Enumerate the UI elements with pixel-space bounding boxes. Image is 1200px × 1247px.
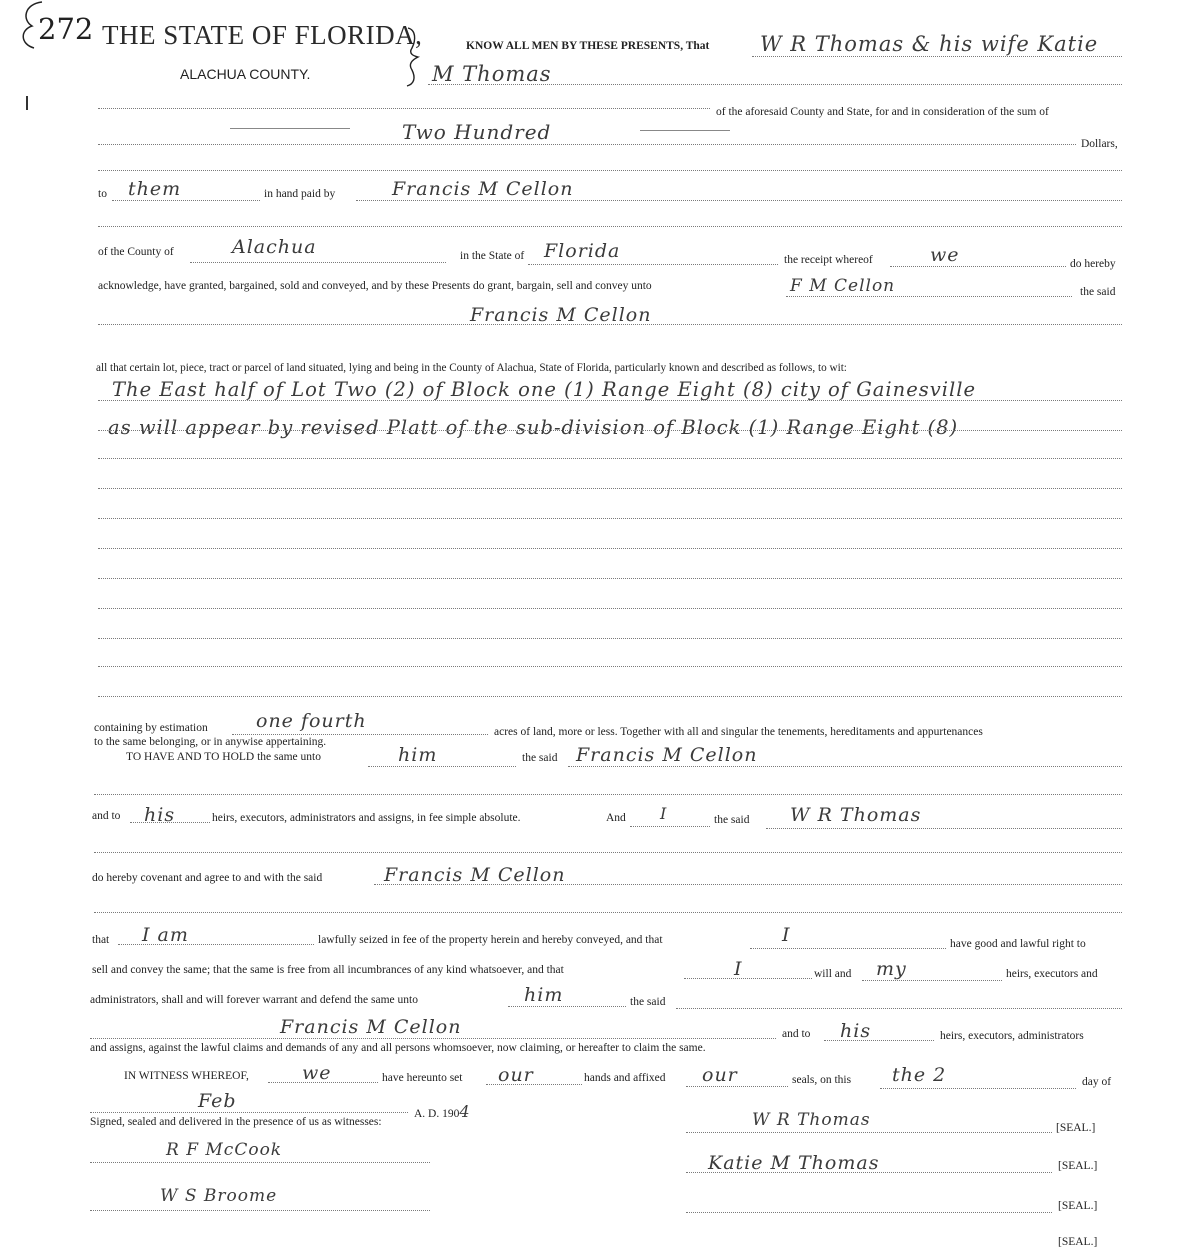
description-rule2 xyxy=(98,430,1122,431)
to-have-rule xyxy=(368,766,516,767)
heirs-exec-admin: heirs, executors, administrators xyxy=(940,1030,1084,1042)
state-title: THE STATE OF FLORIDA, xyxy=(102,20,423,50)
know-all-men: KNOW ALL MEN BY THESE PRESENTS, That xyxy=(466,40,710,52)
acknowledge-text: acknowledge, have granted, bargained, sold and conveyed, and by these Presents do grant, bargain, sell and convey unto xyxy=(98,280,652,292)
paid-by-value: Francis M Cellon xyxy=(392,178,574,200)
defend-unto-value: him xyxy=(524,984,564,1006)
signature-2-rule xyxy=(686,1172,1052,1173)
paid-to-value: them xyxy=(128,178,182,200)
witness-2-rule xyxy=(90,1210,430,1211)
blank-line xyxy=(98,108,710,109)
grantor-line1-rule xyxy=(752,56,1122,57)
to-have-label: TO HAVE AND TO HOLD the same unto xyxy=(126,751,321,763)
that-party: I am xyxy=(142,924,189,946)
seal-label-3: [SEAL.] xyxy=(1058,1200,1098,1212)
witness-party: we xyxy=(302,1062,332,1084)
containing-label: containing by estimation xyxy=(94,722,208,734)
and-party-rule xyxy=(630,826,710,827)
convey-unto-rule xyxy=(786,296,1072,297)
the-said-label-2: the said xyxy=(522,752,558,764)
sell-party: I xyxy=(734,958,743,980)
hand-affixed: hands and affixed xyxy=(584,1072,666,1084)
will-and-text: will and xyxy=(814,968,852,980)
grantee-full-rule xyxy=(98,324,1122,325)
amount-tail-dash xyxy=(640,130,730,131)
seal-label-2: [SEAL.] xyxy=(1058,1160,1098,1172)
in-hand-paid-by: in hand paid by xyxy=(264,188,336,200)
signed-sealed-text: Signed, sealed and delivered in the presence of us as witnesses: xyxy=(90,1116,382,1128)
county-label: ALACHUA COUNTY. xyxy=(180,66,311,82)
to-label: to xyxy=(98,188,107,200)
heirs-exec-and: heirs, executors and xyxy=(1006,968,1098,980)
heirs-text: heirs, executors, administrators and assigns, in fee simple absolute. xyxy=(212,812,521,824)
witness-name-2: W S Broome xyxy=(160,1186,278,1206)
witness-party-rule xyxy=(268,1082,378,1083)
description-line1: The East half of Lot Two (2) of Block one (1) Range Eight (8) city of Gainesville xyxy=(112,378,977,401)
amount-value: Two Hundred xyxy=(402,120,552,144)
grantor-line2-rule xyxy=(428,84,1122,85)
and-party: I xyxy=(660,804,668,823)
all-that-text: all that certain lot, piece, tract or parcel of land situated, lying and being in the County of Alachua, State of Florida, particularly known and described as follows, to wit: xyxy=(96,362,847,374)
blank-line xyxy=(94,912,1122,913)
receipt-rule xyxy=(890,266,1066,267)
acres-value: one fourth xyxy=(256,710,367,732)
that-label: that xyxy=(92,934,110,946)
seal-label-4: [SEAL.] xyxy=(1058,1236,1098,1247)
amount-rule xyxy=(98,144,1076,145)
blank-line xyxy=(98,226,1122,227)
will-party: my xyxy=(876,958,907,980)
to-rule xyxy=(112,200,260,201)
the-said-label-4: the said xyxy=(630,996,666,1008)
margin-tick xyxy=(26,96,28,110)
description-rule xyxy=(98,458,1122,459)
grantee-full: Francis M Cellon xyxy=(470,304,652,326)
description-rule xyxy=(98,608,1122,609)
month-value: Feb xyxy=(198,1090,237,1112)
blank-line xyxy=(94,794,1122,795)
month-rule xyxy=(90,1112,408,1113)
the-said-label-3: the said xyxy=(714,814,750,826)
affixed-count: our xyxy=(702,1064,738,1086)
defend-unto-rule xyxy=(508,1006,626,1007)
administrators-text: administrators, shall and will forever warrant and defend the same unto xyxy=(90,994,418,1006)
have-good-text: have good and lawful right to xyxy=(950,938,1086,950)
dollars-label: Dollars, xyxy=(1081,138,1118,150)
of-county-rule xyxy=(190,262,446,263)
covenant-text: do hereby covenant and agree to and with the said xyxy=(92,872,323,884)
in-witness-label: IN WITNESS WHEREOF, xyxy=(124,1070,249,1082)
day-value: the 2 xyxy=(892,1064,947,1086)
to-have-grantee-rule xyxy=(568,766,1122,767)
lawfully-party: I xyxy=(782,924,791,946)
defend-unto-tail-rule xyxy=(676,1008,1122,1009)
description-rule xyxy=(98,518,1122,519)
heirs-pronoun: his xyxy=(144,804,176,826)
aforesaid-text: of the aforesaid County and State, for and in consideration of the sum of xyxy=(716,106,1049,118)
set-count: our xyxy=(498,1064,534,1086)
year-digit: 4 xyxy=(459,1102,471,1121)
and-to-label: and to xyxy=(92,810,121,822)
acres-text: acres of land, more or less. Together with all and singular the tenements, hereditaments and appurtenances xyxy=(494,726,983,738)
blank-line xyxy=(98,170,1122,171)
description-rule xyxy=(98,548,1122,549)
signature-3-rule xyxy=(686,1212,1052,1213)
and-label: And xyxy=(606,812,626,824)
affixed-count-rule xyxy=(686,1086,788,1087)
covenant-grantor: W R Thomas xyxy=(790,804,922,826)
description-rule xyxy=(98,488,1122,489)
heirs-pronoun-rule xyxy=(130,822,210,823)
set-count-rule xyxy=(486,1084,582,1085)
sell-party-rule xyxy=(684,978,812,979)
description-rule xyxy=(98,666,1122,667)
receipt-label: the receipt whereof xyxy=(784,254,873,266)
of-county-value: Alachua xyxy=(232,236,317,258)
paid-by-rule xyxy=(356,200,1122,201)
the-said-label: the said xyxy=(1080,286,1116,298)
defend-grantee: Francis M Cellon xyxy=(280,1016,462,1038)
seal-label-1: [SEAL.] xyxy=(1056,1122,1096,1134)
that-party-rule xyxy=(118,944,314,945)
covenant-grantee-rule xyxy=(374,884,1122,885)
day-of-label: day of xyxy=(1082,1076,1112,1088)
receipt-value: we xyxy=(930,244,960,266)
assigns-text: and assigns, against the lawful claims and demands of any and all persons whomsoever, now claiming, or hereafter to claim the same. xyxy=(90,1042,706,1054)
covenant-grantee: Francis M Cellon xyxy=(384,864,566,886)
belonging-text: to the same belonging, or in anywise appertaining. xyxy=(94,736,327,748)
amount-dash xyxy=(230,128,350,129)
day-rule xyxy=(880,1088,1076,1089)
header-bracket xyxy=(404,26,424,88)
signature-2: Katie M Thomas xyxy=(708,1152,880,1174)
in-state-label: in the State of xyxy=(460,250,525,262)
sell-convey-text: sell and convey the same; that the same is free from all incumbrances of any kind whatsoever, and that xyxy=(92,964,564,976)
defend-grantee-rule xyxy=(90,1038,776,1039)
to-have-value: him xyxy=(398,744,438,766)
grantor-line2: M Thomas xyxy=(432,62,552,86)
seals-on-this: seals, on this xyxy=(792,1074,852,1086)
description-rule xyxy=(98,638,1122,639)
lawfully-text: lawfully seized in fee of the property herein and hereby conveyed, and that xyxy=(318,934,663,946)
heirs-pronoun-2-rule xyxy=(824,1040,934,1041)
description-line2: as will appear by revised Platt of the sub-division of Block (1) Range Eight (8) xyxy=(108,416,959,439)
grantor-line1: W R Thomas & his wife Katie xyxy=(760,32,1099,56)
and-to-label-2: and to xyxy=(782,1028,811,1040)
covenant-grantor-rule xyxy=(766,828,1122,829)
acres-rule xyxy=(232,734,488,735)
will-party-rule xyxy=(862,980,1002,981)
of-county-label: of the County of xyxy=(98,246,174,258)
lawfully-party-rule xyxy=(750,948,946,949)
description-rule xyxy=(98,578,1122,579)
blank-line xyxy=(94,852,1122,853)
witness-name-1: R F McCook xyxy=(166,1140,283,1160)
convey-unto-value: F M Cellon xyxy=(790,276,896,296)
page-number: 272 xyxy=(38,12,94,46)
signature-1: W R Thomas xyxy=(752,1110,871,1130)
in-state-value: Florida xyxy=(544,240,621,262)
have-hereunto: have hereunto set xyxy=(382,1072,463,1084)
to-have-grantee: Francis M Cellon xyxy=(576,744,758,766)
signature-1-rule xyxy=(686,1132,1052,1133)
description-rule1 xyxy=(98,400,1122,401)
do-hereby: do hereby xyxy=(1070,258,1116,270)
heirs-pronoun-2: his xyxy=(840,1020,872,1042)
witness-1-rule xyxy=(90,1162,430,1163)
in-state-rule xyxy=(528,264,778,265)
ad-text: A. D. 190 xyxy=(414,1108,460,1120)
ad-label xyxy=(414,1102,471,1121)
description-rule xyxy=(98,696,1122,697)
